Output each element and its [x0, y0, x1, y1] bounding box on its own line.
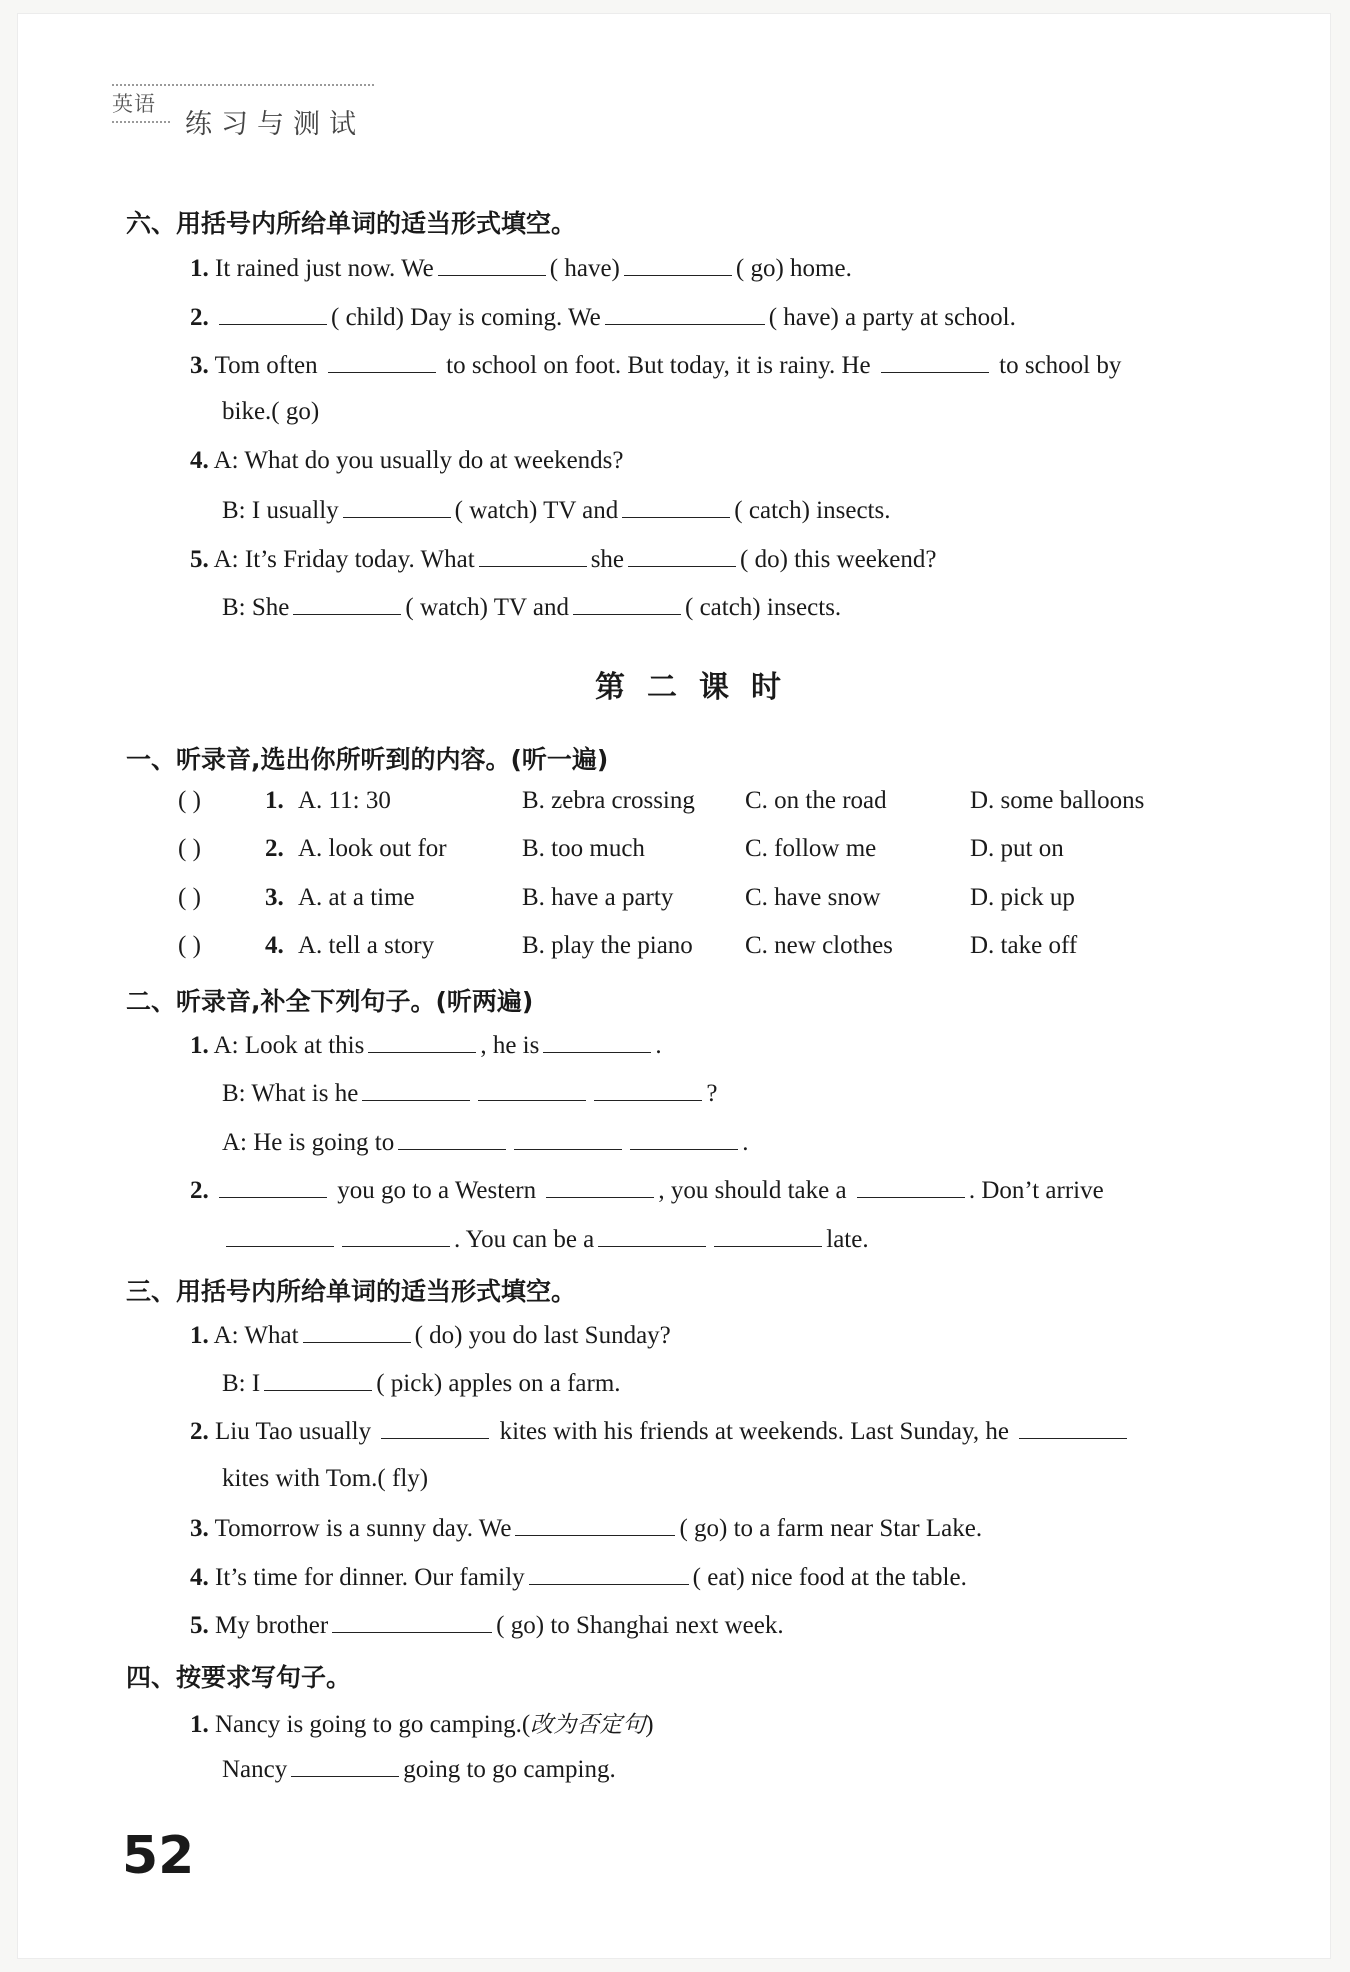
option-a: A. tell a story — [298, 932, 435, 959]
answer-blank[interactable] — [714, 1224, 822, 1247]
option-d: D. take off — [970, 932, 1078, 959]
s6-question-5: 5. A: It’s Friday today. What she ( do) this weekend? — [190, 546, 937, 573]
option-d: D. some balloons — [970, 787, 1145, 814]
option-a: A. at a time — [298, 884, 415, 911]
s6-question-1: 1. It rained just now. We ( have) ( go) home. — [190, 255, 852, 282]
s2-question-1: 1. A: Look at this , he is . — [190, 1032, 662, 1059]
page-number: 52 — [122, 1826, 195, 1886]
question-number: 4. — [265, 932, 284, 959]
answer-blank[interactable] — [381, 1416, 489, 1439]
section-6-title: 六、用括号内所给单词的适当形式填空。 — [126, 209, 577, 238]
option-d: D. put on — [970, 835, 1064, 862]
answer-blank[interactable] — [226, 1224, 334, 1247]
answer-blank[interactable] — [219, 1175, 327, 1198]
answer-blank[interactable] — [219, 302, 327, 325]
option-b: B. play the piano — [522, 932, 693, 959]
header-divider — [112, 84, 374, 86]
answer-blank[interactable] — [478, 1078, 586, 1101]
answer-blank[interactable] — [628, 544, 736, 567]
answer-blank[interactable] — [543, 1030, 651, 1053]
s2-question-1-b: B: What is he ? — [222, 1080, 718, 1107]
s3-question-1-b: B: I ( pick) apples on a farm. — [222, 1370, 621, 1397]
option-a: A. look out for — [298, 835, 447, 862]
answer-blank[interactable] — [881, 350, 989, 373]
subject-label: 英语 — [112, 92, 156, 116]
answer-blank[interactable] — [264, 1368, 372, 1391]
option-c: C. follow me — [745, 835, 877, 862]
s3-question-1: 1. A: What ( do) you do last Sunday? — [190, 1322, 671, 1349]
answer-blank[interactable] — [293, 592, 401, 615]
answer-paren[interactable]: ( ) — [178, 787, 201, 814]
answer-blank[interactable] — [398, 1127, 506, 1150]
lesson-title: 第二课时 — [595, 670, 803, 705]
s3-question-2-cont: kites with Tom.( fly) — [222, 1465, 429, 1492]
s6-question-2: 2. ( child) Day is coming. We ( have) a party at school. — [190, 304, 1016, 331]
answer-paren[interactable]: ( ) — [178, 835, 201, 862]
option-b: B. too much — [522, 835, 645, 862]
header-divider-short — [112, 121, 170, 123]
s2-question-2: 2. you go to a Western , you should take a . Don’t arrive — [190, 1177, 1104, 1204]
answer-blank[interactable] — [622, 495, 730, 518]
option-a: A. 11: 30 — [298, 787, 391, 814]
s3-question-3: 3. Tomorrow is a sunny day. We ( go) to a farm near Star Lake. — [190, 1515, 983, 1542]
s6-question-4-b: B: I usually ( watch) TV and ( catch) insects. — [222, 497, 891, 524]
answer-blank[interactable] — [362, 1078, 470, 1101]
section-1-title: 一、听录音,选出你所听到的内容。(听一遍) — [126, 745, 609, 774]
option-c: C. have snow — [745, 884, 881, 911]
s3-question-2: 2. Liu Tao usually kites with his friends at weekends. Last Sunday, he — [190, 1416, 1131, 1446]
answer-blank[interactable] — [624, 253, 732, 276]
answer-blank[interactable] — [515, 1513, 675, 1536]
answer-blank[interactable] — [332, 1610, 492, 1633]
answer-blank[interactable] — [342, 1224, 450, 1247]
option-b: B. zebra crossing — [522, 787, 695, 814]
option-c: C. new clothes — [745, 932, 893, 959]
s2-question-2-cont: . You can be a late. — [222, 1224, 869, 1254]
s6-question-5-b: B: She ( watch) TV and ( catch) insects. — [222, 594, 842, 621]
s3-question-4: 4. It’s time for dinner. Our family ( eat) nice food at the table. — [190, 1564, 967, 1591]
answer-blank[interactable] — [630, 1127, 738, 1150]
answer-blank[interactable] — [594, 1078, 702, 1101]
s6-question-3: 3. Tom often to school on foot. But today, it is rainy. He to school by — [190, 352, 1122, 379]
answer-blank[interactable] — [1019, 1416, 1127, 1439]
section-3-title: 三、用括号内所给单词的适当形式填空。 — [126, 1277, 577, 1306]
answer-blank[interactable] — [857, 1175, 965, 1198]
s4-question-1-answer: Nancy going to go camping. — [222, 1756, 616, 1783]
answer-blank[interactable] — [573, 592, 681, 615]
answer-blank[interactable] — [598, 1224, 706, 1247]
answer-blank[interactable] — [605, 302, 765, 325]
answer-blank[interactable] — [514, 1127, 622, 1150]
book-title: 练习与测试 — [185, 109, 365, 140]
question-number: 1. — [265, 787, 284, 814]
answer-paren[interactable]: ( ) — [178, 884, 201, 911]
s6-question-3-cont: bike.( go) — [222, 398, 320, 425]
instruction-hint: 改为否定句 — [530, 1712, 646, 1738]
question-number: 3. — [265, 884, 284, 911]
section-4-title: 四、按要求写句子。 — [126, 1663, 352, 1692]
answer-blank[interactable] — [328, 350, 436, 373]
option-d: D. pick up — [970, 884, 1075, 911]
answer-blank[interactable] — [303, 1320, 411, 1343]
s4-question-1: 1. Nancy is going to go camping.(改为否定句) — [190, 1711, 654, 1738]
section-2-title: 二、听录音,补全下列句子。(听两遍) — [126, 987, 534, 1016]
s3-question-5: 5. My brother ( go) to Shanghai next week. — [190, 1612, 784, 1639]
s6-question-4: 4. A: What do you usually do at weekends? — [190, 447, 624, 474]
answer-blank[interactable] — [529, 1562, 689, 1585]
answer-blank[interactable] — [438, 253, 546, 276]
answer-blank[interactable] — [546, 1175, 654, 1198]
s2-question-1-c: A: He is going to . — [222, 1129, 749, 1156]
answer-blank[interactable] — [479, 544, 587, 567]
answer-blank[interactable] — [368, 1030, 476, 1053]
question-number: 2. — [265, 835, 284, 862]
option-c: C. on the road — [745, 787, 887, 814]
answer-blank[interactable] — [291, 1754, 399, 1777]
option-b: B. have a party — [522, 884, 674, 911]
answer-paren[interactable]: ( ) — [178, 932, 201, 959]
answer-blank[interactable] — [343, 495, 451, 518]
